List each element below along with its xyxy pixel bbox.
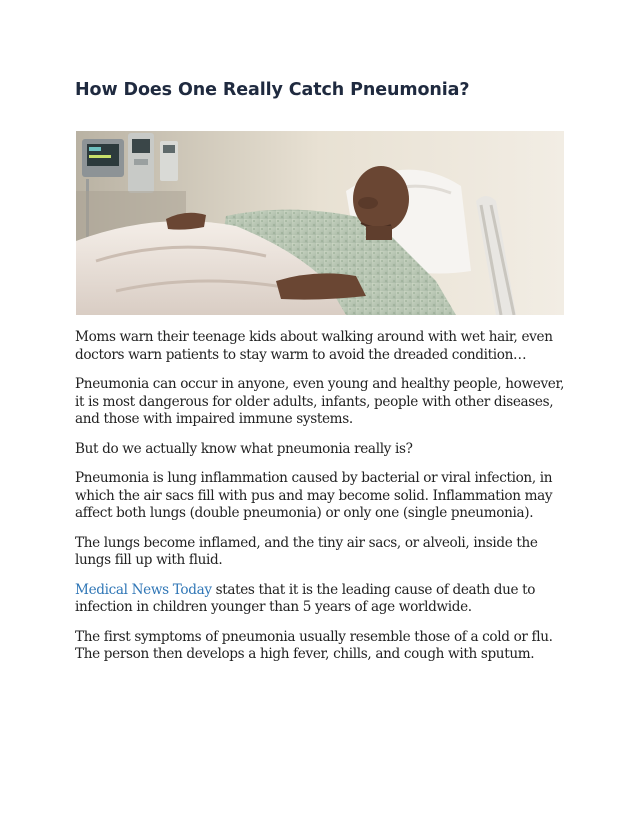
- paragraph: The first symptoms of pneumonia usually resemble those of a cold or flu. The person then develops a high fever, chills, and cough with sputum.: [75, 628, 553, 662]
- hospital-patient-photo: [76, 131, 564, 315]
- source-paragraph-text: states that it is the leading cause of death due to infection in children younger than 5 years of age worldwide.: [75, 581, 536, 615]
- paragraph: The lungs become inflamed, and the tiny air sacs, or alveoli, inside the lungs fill up with fluid.: [75, 534, 538, 568]
- medical-news-today-link[interactable]: Medical News Today: [75, 581, 212, 598]
- article-title: How Does One Really Catch Pneumonia?: [75, 80, 470, 100]
- article-body: [75, 329, 565, 676]
- paragraph: But do we actually know what pneumonia really is?: [75, 440, 413, 457]
- paragraph: Pneumonia is lung inflammation caused by bacterial or viral infection, in which the air sacs fill with pus and may become solid. Inflammation may affect both lungs (double pneumonia) or only one (single pneumonia).: [75, 470, 553, 521]
- paragraph: Moms warn their teenage kids about walking around with wet hair, even doctors warn patients to stay warm to avoid the dreaded condition…: [75, 329, 553, 363]
- source-paragraph: [75, 582, 565, 617]
- paragraph: Pneumonia can occur in anyone, even young and healthy people, however, it is most dangerous for older adults, infants, people with other diseases, and those with impaired immune systems.: [75, 376, 565, 427]
